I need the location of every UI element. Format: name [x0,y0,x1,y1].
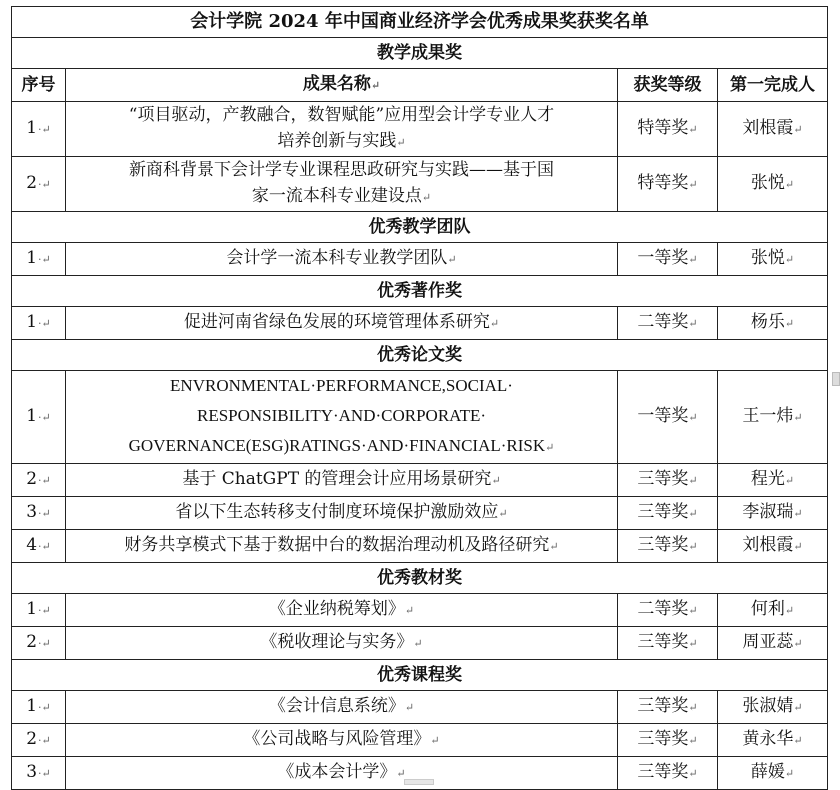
row-seq [12,627,66,660]
row-level [618,691,718,724]
scroll-handle[interactable] [832,372,840,386]
row-level [618,307,718,340]
row-person-text: 刘根霞 ↵ [742,535,802,555]
row-name-line: 《成本会计学》 ↵ [69,757,614,789]
row-level-text: 三等奖 ↵ [637,632,697,652]
row-level [618,464,718,497]
table-row [12,371,828,464]
row-name-line: 基于 ChatGPT 的管理会计应用场景研究 ↵ [69,464,614,496]
row-person-text: 何利 ↵ [751,599,794,619]
row-person [718,691,828,724]
title-row [12,7,828,38]
row-level-text: 三等奖 ↵ [637,696,697,716]
row-level-text: 一等奖 ↵ [637,248,697,268]
section-row [12,340,828,371]
header-seq: 序号 [12,69,66,102]
row-seq [12,497,66,530]
row-person-text: 刘根霞 ↵ [742,118,802,138]
row-person-text: 程光 ↵ [751,469,794,489]
row-level [618,243,718,276]
row-name [66,464,618,497]
table-row [12,724,828,757]
row-name [66,627,618,660]
row-level [618,371,718,464]
row-seq-text: 2 ·↵ [26,469,51,489]
row-seq-text: 2 ·↵ [26,632,51,652]
row-level-text: 特等奖 ↵ [637,173,697,193]
row-seq [12,594,66,627]
row-person [718,724,828,757]
section-title: 教学成果奖 [12,38,828,69]
row-name-line: 省以下生态转移支付制度环境保护激励效应 ↵ [69,497,614,529]
table-row [12,102,828,157]
row-seq-text: 1 ·↵ [26,599,51,619]
row-person-text: 王一炜 ↵ [742,406,802,426]
row-seq [12,157,66,212]
row-name-line: 财务共享模式下基于数据中台的数据治理动机及路径研究 ↵ [69,530,614,562]
row-person [718,530,828,563]
row-name [66,307,618,340]
row-seq-text: 1 ·↵ [26,312,51,332]
row-person-text: 黄永华 ↵ [742,729,802,749]
row-level-text: 三等奖 ↵ [637,762,697,782]
row-name [66,691,618,724]
row-person [718,497,828,530]
row-level [618,594,718,627]
row-seq-text: 2 ·↵ [26,729,51,749]
row-person-text: 杨乐 ↵ [751,312,794,332]
row-level-text: 特等奖 ↵ [637,118,697,138]
row-name-line: 《税收理论与实务》 ↵ [69,627,614,659]
row-seq-text: 1 ·↵ [26,696,51,716]
row-person [718,371,828,464]
row-person [718,243,828,276]
row-person [718,157,828,212]
row-name [66,497,618,530]
row-name-line: 培养创新与实践 ↵ [69,128,614,156]
row-name [66,724,618,757]
section-row [12,660,828,691]
section-title: 优秀论文奖 [12,340,828,371]
table-row [12,497,828,530]
row-person-text: 周亚蕊 ↵ [742,632,802,652]
row-seq-text: 1 ·↵ [26,248,51,268]
column-header-row [12,69,828,102]
row-seq [12,371,66,464]
row-level-text: 三等奖 ↵ [637,502,697,522]
row-name-line: RESPONSIBILITY·AND·CORPORATE· [196,406,486,425]
section-title: 优秀教学团队 [12,212,828,243]
row-person-text: 张淑婧 ↵ [742,696,802,716]
section-title: 优秀教材奖 [12,563,828,594]
row-level [618,627,718,660]
row-level-text: 一等奖 ↵ [637,406,697,426]
section-row [12,212,828,243]
row-person [718,307,828,340]
row-person [718,627,828,660]
row-seq-text: 3 ·↵ [26,762,51,782]
row-seq [12,243,66,276]
row-level-text: 二等奖 ↵ [637,312,697,332]
row-level-text: 三等奖 ↵ [637,729,697,749]
row-seq-text: 4 ·↵ [26,535,51,555]
row-level [618,724,718,757]
row-seq [12,530,66,563]
table-row [12,464,828,497]
table-title: 会计学院 2024 年中国商业经济学会优秀成果奖获奖名单 [12,7,828,38]
row-seq-text: 2 ·↵ [26,173,51,193]
row-name-line: 《会计信息系统》 ↵ [69,691,614,723]
row-person-text: 李淑瑞 ↵ [742,502,802,522]
row-level [618,530,718,563]
row-name [66,157,618,212]
row-level-text: 二等奖 ↵ [637,599,697,619]
row-name [66,371,618,464]
row-level [618,497,718,530]
row-name-line: 会计学一流本科专业教学团队 ↵ [69,243,614,275]
row-name-line: 《公司战略与风险管理》 ↵ [69,724,614,756]
section-row [12,276,828,307]
row-person-text: 薛媛 ↵ [751,762,794,782]
row-name [66,102,618,157]
row-person [718,594,828,627]
row-person [718,464,828,497]
row-seq [12,691,66,724]
table-row [12,307,828,340]
row-name-line: 新商科背景下会计学专业课程思政研究与实践——基于国 [129,160,554,180]
row-seq-text: 1 ·↵ [26,406,51,426]
row-seq [12,307,66,340]
awards-table [11,6,828,790]
row-name [66,530,618,563]
row-level-text: 三等奖 ↵ [637,469,697,489]
row-level-text: 三等奖 ↵ [637,535,697,555]
table-row [12,594,828,627]
row-person-text: 张悦 ↵ [751,248,794,268]
table-row [12,530,828,563]
row-name-line: “项目驱动，产教融合，数智赋能”应用型会计学专业人才 [128,105,555,125]
row-name-line: 《企业纳税筹划》 ↵ [69,594,614,626]
row-seq-text: 3 ·↵ [26,502,51,522]
row-seq [12,724,66,757]
table-row [12,691,828,724]
row-name-line: 家一流本科专业建设点 ↵ [69,183,614,211]
table-row [12,243,828,276]
header-person: 第一完成人 [718,69,828,102]
section-title: 优秀著作奖 [12,276,828,307]
row-name-line: ENVRONMENTAL·PERFORMANCE,SOCIAL· [170,376,513,395]
page-resize-handle[interactable] [404,779,434,785]
header-level: 获奖等级 [618,69,718,102]
row-level [618,157,718,212]
row-person [718,102,828,157]
row-level [618,102,718,157]
row-seq-text: 1 ·↵ [26,118,51,138]
row-name-line: 促进河南省绿色发展的环境管理体系研究 ↵ [69,307,614,339]
awards-table-body [12,7,828,790]
row-name-line: GOVERNANCE(ESG)RATINGS·AND·FINANCIAL·RISK ↵ [69,431,614,463]
row-seq [12,102,66,157]
section-row [12,563,828,594]
table-row [12,627,828,660]
section-row [12,38,828,69]
row-person-text: 张悦 ↵ [751,173,794,193]
table-row [12,157,828,212]
row-name [66,243,618,276]
header-name: 成果名称 ↵ [66,69,618,102]
row-name [66,594,618,627]
row-seq [12,464,66,497]
section-title: 优秀课程奖 [12,660,828,691]
